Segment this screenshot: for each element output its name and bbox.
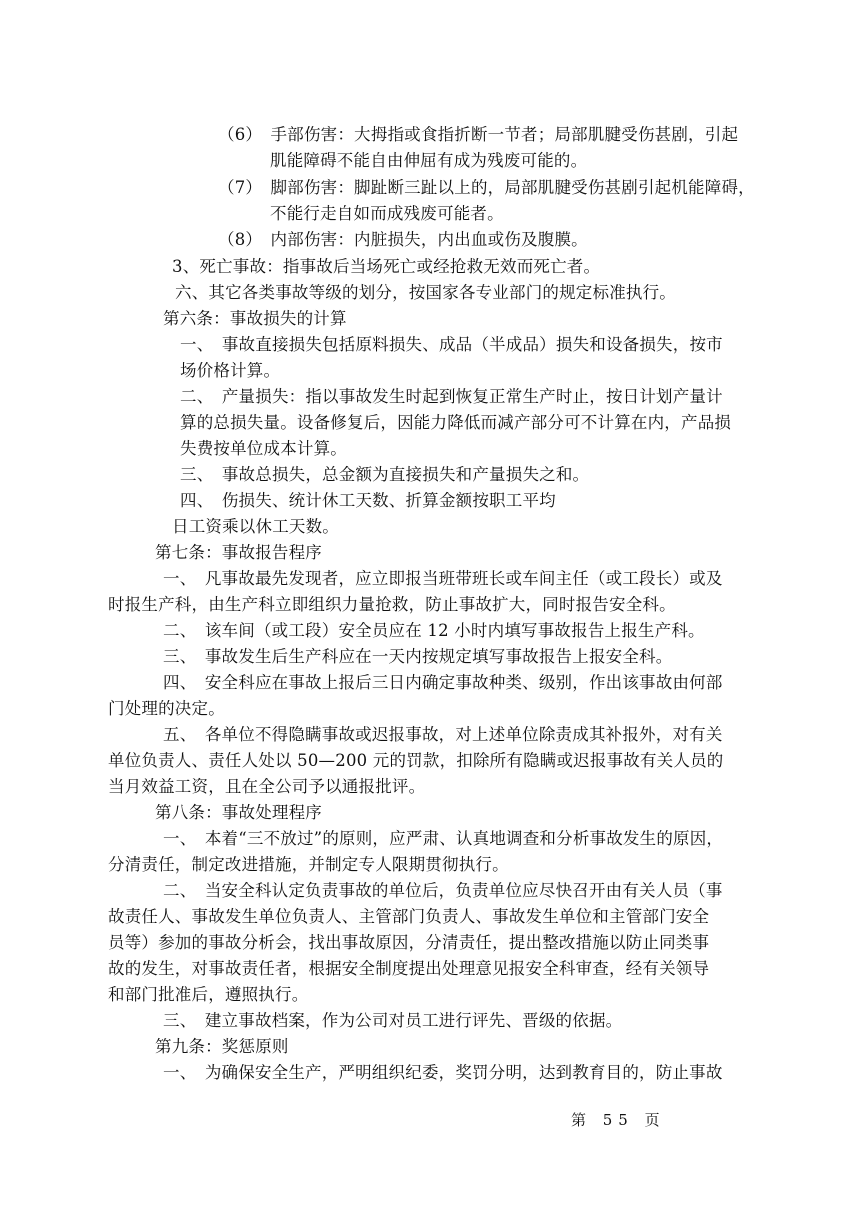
text-line: （6） 手部伤害：大拇指或食指折断一节者；局部肌腱受伤甚剧，引起 [218, 125, 739, 144]
section-heading: 第九条：奖惩原则 [155, 1037, 289, 1056]
text-line: 3、死亡事故：指事故后当场死亡或经抢救无效而死亡者。 [172, 257, 601, 276]
text-line: 一、 凡事故最先发现者，应立即报当班带班长或车间主任（或工段长）或及 [163, 569, 723, 588]
text-line: 二、 当安全科认定负责事故的单位后，负责单位应尽快召开由有关人员（事 [163, 881, 723, 900]
text-line: 故的发生，对事故责任者，根据安全制度提出处理意见报安全科审查，经有关领导 [108, 959, 710, 978]
text-line: （7） 脚部伤害：脚趾断三趾以上的，局部肌腱受伤甚剧引起机能障碍， [218, 178, 755, 197]
text-line: 员等）参加的事故分析会，找出事故原因，分清责任，提出整改措施以防止同类事 [108, 933, 710, 952]
text-line: 单位负责人、责任人处以 50—200 元的罚款，扣除所有隐瞒或迟报事故有关人员的 [108, 751, 724, 770]
text-line: 六、其它各类事故等级的划分，按国家各专业部门的规定标准执行。 [175, 283, 676, 302]
text-line: 失费按单位成本计算。 [180, 439, 347, 458]
text-line: 三、 建立事故档案，作为公司对员工进行评先、晋级的依据。 [163, 1011, 623, 1030]
text-line: 二、 该车间（或工段）安全员应在 12 小时内填写事故报告上报生产科。 [163, 621, 705, 640]
text-line: 分清责任，制定改进措施，并制定专人限期贯彻执行。 [108, 855, 509, 874]
text-line: 三、 事故发生后生产科应在一天内按规定填写事故报告上报安全科。 [163, 647, 673, 666]
text-line: 一、 为确保安全生产，严明组织纪委，奖罚分明，达到教育目的，防止事故 [163, 1063, 723, 1082]
text-line: 一、 本着“三不放过”的原则，应严肃、认真地调查和分析事故发生的原因， [163, 829, 724, 848]
text-line: 和部门批准后，遵照执行。 [108, 985, 309, 1004]
text-line: 故责任人、事故发生单位负责人、主管部门负责人、事故发生单位和主管部门安全 [108, 907, 710, 926]
section-heading: 第七条：事故报告程序 [155, 543, 322, 562]
text-line: 一、 事故直接损失包括原料损失、成品（半成品）损失和设备损失，按市 [180, 335, 723, 354]
text-line: 不能行走自如而成残废可能者。 [270, 204, 504, 223]
text-line: 门处理的决定。 [108, 699, 225, 718]
section-heading: 第六条：事故损失的计算 [163, 309, 347, 328]
section-heading: 第八条：事故处理程序 [155, 803, 322, 822]
text-line: 日工资乘以休工天数。 [172, 517, 339, 536]
text-line: 时报生产科，由生产科立即组织力量抢救，防止事故扩大，同时报告安全科。 [108, 595, 676, 614]
text-line: 当月效益工资，且在全公司予以通报批评。 [108, 777, 426, 796]
text-line: 二、 产量损失：指以事故发生时起到恢复正常生产时止，按日计划产量计 [180, 387, 723, 406]
text-line: 肌能障碍不能自由伸屈有成为残废可能的。 [270, 151, 588, 170]
text-line: 算的总损失量。设备修复后，因能力降低而减产部分可不计算在内，产品损 [180, 413, 732, 432]
text-line: 四、 安全科应在事故上报后三日内确定事故种类、级别，作出该事故由何部 [163, 673, 723, 692]
text-line: 四、 伤损失、统计休工天数、折算金额按职工平均 [180, 491, 556, 510]
text-line: 三、 事故总损失，总金额为直接损失和产量损失之和。 [180, 465, 590, 484]
text-line: （8） 内部伤害：内脏损失，内出血或伤及腹膜。 [218, 230, 588, 249]
text-line: 五、 各单位不得隐瞒事故或迟报事故，对上述单位除责成其补报外，对有关 [163, 725, 723, 744]
page-number: 第 55 页 [571, 1111, 666, 1129]
text-line: 场价格计算。 [180, 361, 281, 380]
